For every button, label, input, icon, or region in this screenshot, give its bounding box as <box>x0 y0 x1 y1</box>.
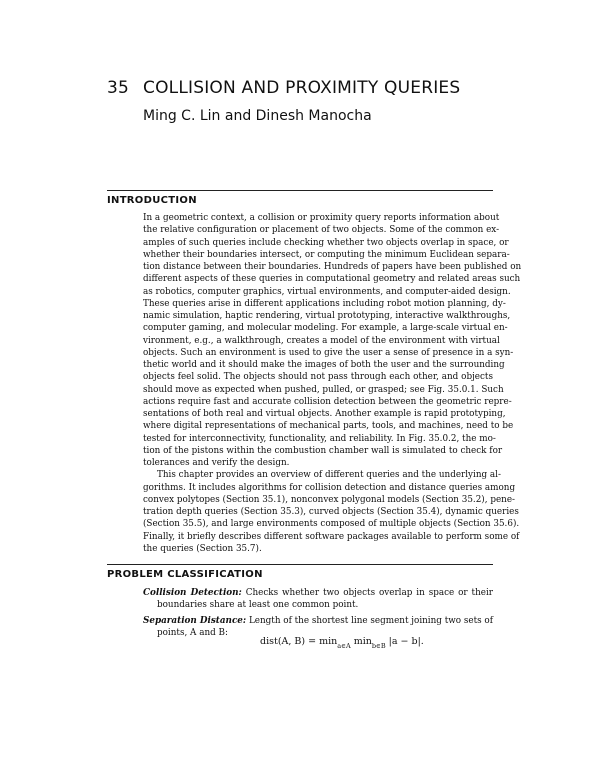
equation-sub-a: a∈A <box>337 642 351 650</box>
text-line: computer gaming, and molecular modeling. For example, a large-scale virtual en- <box>143 323 508 334</box>
text-line: different aspects of these queries in computational geometry and related areas such <box>143 274 521 285</box>
text-line: actions require fast and accurate collision detection between the geometric repre- <box>143 396 512 407</box>
text-line: objects. Such an environment is used to give the user a sense of presence in a syn- <box>143 347 514 358</box>
text-line: This chapter provides an overview of different queries and the underlying al- <box>157 470 501 481</box>
definition-collision-detection <box>143 587 493 599</box>
equation-lhs: dist(A, B) = <box>260 636 320 647</box>
text-line: as robotics, computer graphics, virtual environments, and computer-aided design. <box>143 286 511 297</box>
introduction-body <box>143 212 522 555</box>
separation-distance-equation <box>260 636 424 650</box>
text-line: tion of the pistons within the combustion chamber wall is simulated to check for <box>143 445 503 456</box>
text-line: should move as expected when pushed, pulled, or grasped; see Fig. 35.0.1. Such <box>143 384 504 395</box>
text-line: whether their boundaries intersect, or computing the minimum Euclidean separa- <box>143 249 510 260</box>
section-heading-introduction: INTRODUCTION <box>107 195 197 206</box>
text-line: amples of such queries include checking whether two objects overlap in space, or <box>143 237 509 248</box>
text-line: the relative configuration or placement of two objects. Some of the common ex- <box>143 225 500 236</box>
introduction-paragraph-1 <box>143 212 522 469</box>
chapter-title <box>107 78 460 98</box>
text-line: These queries arise in different applications including robot motion planning, dy- <box>143 298 506 309</box>
definitions-list <box>143 587 493 639</box>
text-line: convex polytopes (Section 35.1), nonconvex polygonal models (Section 35.2), pene- <box>143 494 516 505</box>
text-line: (Section 35.5), and large environments composed of multiple objects (Section 35.6). <box>143 519 520 530</box>
introduction-paragraph-2 <box>143 469 520 555</box>
section-rule-introduction <box>107 190 493 191</box>
definition-text: Length of the shortest line segment joining two sets of <box>248 615 493 626</box>
text-line: objects feel solid. The objects should not pass through each other, and objects <box>143 372 493 383</box>
text-line: vironment, e.g., a walkthrough, creates a model of the environment with virtual <box>143 335 500 346</box>
definition-text: Checks whether two objects overlap in space or their <box>245 588 493 598</box>
chapter-number: 35 <box>107 78 130 98</box>
definition-continuation: boundaries share at least one common point. <box>157 600 359 611</box>
definition-term: Collision Detection: <box>143 588 242 598</box>
text-line: In a geometric context, a collision or proximity query reports information about <box>143 213 500 223</box>
definition-separation-distance <box>143 615 493 627</box>
equation-min-b: min <box>353 636 372 647</box>
definition-continuation: points, A and B: <box>157 627 228 638</box>
text-line: the queries (Section 35.7). <box>143 543 262 554</box>
chapter-title-text: COLLISION AND PROXIMITY QUERIES <box>143 78 461 98</box>
text-line: tolerances and verify the design. <box>143 458 290 468</box>
chapter-authors: Ming C. Lin and Dinesh Manocha <box>143 108 372 124</box>
definition-term: Separation Distance: <box>143 615 247 626</box>
text-line: tion distance between their boundaries. Hundreds of papers have been published on <box>143 262 522 272</box>
text-line: tested for interconnectivity, functionality, and reliability. In Fig. 35.0.2, the mo- <box>143 433 496 444</box>
section-rule-problem-classification <box>107 564 493 565</box>
text-line: Finally, it briefly describes different software packages available to perform some of <box>143 531 520 542</box>
text-line: gorithms. It includes algorithms for collision detection and distance queries among <box>143 482 516 493</box>
text-line: thetic world and it should make the images of both the user and the surrounding <box>143 360 505 370</box>
equation-rhs: |a − b|. <box>388 636 424 647</box>
text-line: tration depth queries (Section 35.3), curved objects (Section 35.4), dynamic queries <box>143 507 519 517</box>
equation-min-a: min <box>319 636 338 647</box>
section-heading-problem-classification: PROBLEM CLASSIFICATION <box>107 569 263 580</box>
text-line: sentations of both real and virtual objects. Another example is rapid prototyping, <box>143 409 506 419</box>
text-line: namic simulation, haptic rendering, virtual prototyping, interactive walkthroughs, <box>143 311 511 321</box>
equation-sub-b: b∈B <box>371 642 386 650</box>
text-line: where digital representations of mechanical parts, tools, and machines, need to be <box>143 421 514 432</box>
